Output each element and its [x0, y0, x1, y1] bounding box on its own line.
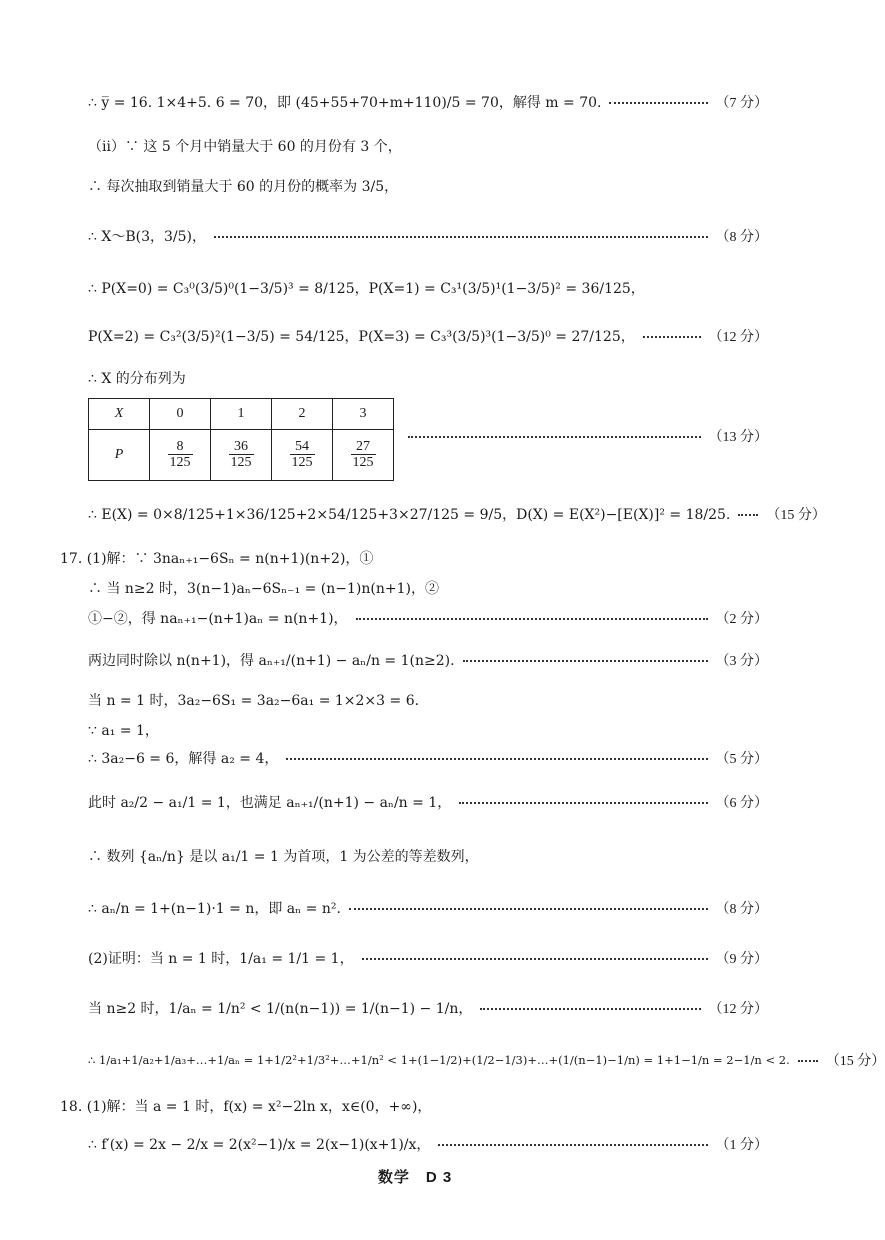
solution-line — [88, 650, 768, 670]
fraction — [290, 439, 315, 471]
leader-dots — [362, 956, 708, 960]
solution-line — [88, 226, 768, 246]
line-text: 17. (1)解：∵ 3naₙ₊₁−6Sₙ = n(n+1)(n+2)，① — [60, 551, 374, 567]
fraction-denominator: 125 — [230, 455, 252, 471]
leader-dots — [438, 1142, 707, 1146]
fraction-numerator: 27 — [351, 439, 376, 455]
line-text: ∴ 1/a₁+1/a₂+1/a₃+…+1/aₙ = 1+1/2²+1/3²+…+1/n² < 1+(1−1/2)+(1/2−1/3)+…+(1/(n−1)−1/n) = 1+1−1/n = 2−1/n < 2. — [88, 1053, 790, 1067]
line-text: ∴ aₙ/n = 1+(n−1)·1 = n，即 aₙ = n². — [88, 901, 341, 917]
table-cell: 2 — [272, 399, 333, 430]
line-text: ∴ f′(x) = 2x − 2/x = 2(x²−1)/x = 2(x−1)(x+1)/x， — [88, 1137, 431, 1153]
line-text: 18. (1)解：当 a = 1 时，f(x) = x²−2ln x，x∈(0，+∞)， — [60, 1099, 432, 1115]
table-cell — [333, 430, 394, 481]
table-cell: P — [89, 430, 150, 481]
score-label: （3 分） — [715, 654, 768, 669]
table-cell — [272, 430, 333, 481]
score-label: （12 分） — [708, 330, 768, 345]
line-text: ∴ E(X) = 0×8/125+1×36/125+2×54/125+3×27/125 = 9/5，D(X) = E(X²)−[E(X)]² = 18/25. — [88, 507, 731, 523]
fraction-numerator: 8 — [168, 439, 193, 455]
line-text: 两边同时除以 n(n+1)，得 aₙ₊₁/(n+1) − aₙ/n = 1(n≥2). — [88, 653, 455, 669]
fraction — [351, 439, 376, 471]
fraction-denominator: 125 — [352, 455, 374, 471]
line-text: 此时 a₂/2 − a₁/1 = 1，也满足 aₙ₊₁/(n+1) − aₙ/n = 1， — [88, 795, 452, 811]
score-label: （9 分） — [715, 952, 768, 967]
leader-dots — [356, 616, 708, 620]
solution-line — [88, 1134, 768, 1154]
line-text: ∴ X 的分布列为 — [88, 371, 186, 387]
score-label: （15 分） — [766, 508, 826, 523]
score-label: （1 分） — [715, 1138, 768, 1153]
score-label: （6 分） — [715, 796, 768, 811]
fraction-numerator: 54 — [290, 439, 315, 455]
leader-dots — [463, 658, 708, 662]
line-text: ①−②，得 naₙ₊₁−(n+1)aₙ = n(n+1)， — [88, 611, 348, 627]
leader-dots — [738, 512, 758, 516]
fraction-numerator: 36 — [229, 439, 254, 455]
line-text: ∴ 3a₂−6 = 6，解得 a₂ = 4， — [88, 751, 279, 767]
line-text: ∴ X～B(3，3/5)， — [88, 229, 206, 245]
leader-dots — [480, 1006, 700, 1010]
table-cell — [150, 430, 211, 481]
line-text: ∴ P(X=0) = C₃⁰(3/5)⁰(1−3/5)³ = 8/125，P(X=1) = C₃¹(3/5)¹(1−3/5)² = 36/125， — [88, 281, 645, 297]
line-text: ∴ 当 n≥2 时，3(n−1)aₙ−6Sₙ₋₁ = (n−1)n(n+1)，② — [88, 581, 439, 597]
leader-dots — [798, 1058, 818, 1062]
table-cell — [211, 430, 272, 481]
table-score-line — [400, 426, 768, 446]
solution-line — [88, 278, 768, 298]
line-text: ∴ 数列 {aₙ/n} 是以 a₁/1 = 1 为首项，1 为公差的等差数列， — [88, 849, 479, 865]
line-text: ∴ 每次抽取到销量大于 60 的月份的概率为 3/5， — [88, 179, 399, 195]
solution-line — [88, 998, 768, 1018]
solution-line — [88, 792, 768, 812]
leader-dots — [459, 800, 707, 804]
solution-line — [88, 92, 768, 112]
solution-line — [88, 720, 768, 740]
line-text: 当 n = 1 时，3a₂−6S₁ = 3a₂−6a₁ = 1×2×3 = 6. — [88, 693, 420, 709]
solution-line — [88, 748, 768, 768]
line-text: ∴ y̅ = 16. 1×4+5. 6 = 70，即 (45+55+70+m+110)/5 = 70，解得 m = 70. — [88, 95, 602, 111]
leader-dots — [609, 100, 707, 104]
solution-line — [88, 176, 768, 196]
problem-header — [60, 548, 768, 568]
table-cell: 0 — [150, 399, 211, 430]
line-text: P(X=2) = C₃²(3/5)²(1−3/5) = 54/125，P(X=3) = C₃³(3/5)³(1−3/5)⁰ = 27/125， — [88, 329, 635, 345]
solution-line — [88, 578, 768, 598]
problem-header — [60, 1096, 768, 1116]
score-label: （15 分） — [825, 1054, 885, 1069]
score-label: （13 分） — [708, 430, 768, 445]
solution-line — [88, 1050, 885, 1070]
fraction-denominator: 125 — [291, 455, 313, 471]
solution-line — [88, 690, 768, 710]
solution-line — [88, 136, 768, 156]
score-label: （8 分） — [715, 230, 768, 245]
score-label: （2 分） — [715, 612, 768, 627]
leader-dots — [643, 334, 701, 338]
line-text: ∵ a₁ = 1， — [88, 723, 159, 739]
table-cell: X — [89, 399, 150, 430]
line-text: (2)证明：当 n = 1 时，1/a₁ = 1/1 = 1， — [88, 951, 354, 967]
solution-line — [88, 504, 826, 524]
table-cell: 1 — [211, 399, 272, 430]
solution-line — [88, 898, 768, 918]
leader-dots — [286, 756, 707, 760]
solution-line — [88, 608, 768, 628]
score-label: （5 分） — [715, 752, 768, 767]
table-cell: 3 — [333, 399, 394, 430]
leader-dots — [349, 906, 708, 910]
leader-dots — [408, 434, 701, 438]
distribution-table — [88, 398, 394, 481]
solution-line — [88, 326, 768, 346]
solution-line — [88, 948, 768, 968]
solution-line — [88, 368, 768, 388]
line-text: 当 n≥2 时，1/aₙ = 1/n² < 1/(n(n−1)) = 1/(n−1) − 1/n， — [88, 1001, 473, 1017]
fraction — [168, 439, 193, 471]
score-label: （12 分） — [708, 1002, 768, 1017]
fraction — [229, 439, 254, 471]
table-row — [89, 430, 394, 481]
fraction-denominator: 125 — [169, 455, 191, 471]
solution-line — [88, 846, 768, 866]
score-label: （8 分） — [715, 902, 768, 917]
page-footer: 数学 D 3 — [377, 1169, 453, 1186]
leader-dots — [214, 234, 708, 238]
line-text: （ⅱ）∵ 这 5 个月中销量大于 60 的月份有 3 个， — [88, 139, 402, 155]
table-row — [89, 399, 394, 430]
score-label: （7 分） — [715, 96, 768, 111]
